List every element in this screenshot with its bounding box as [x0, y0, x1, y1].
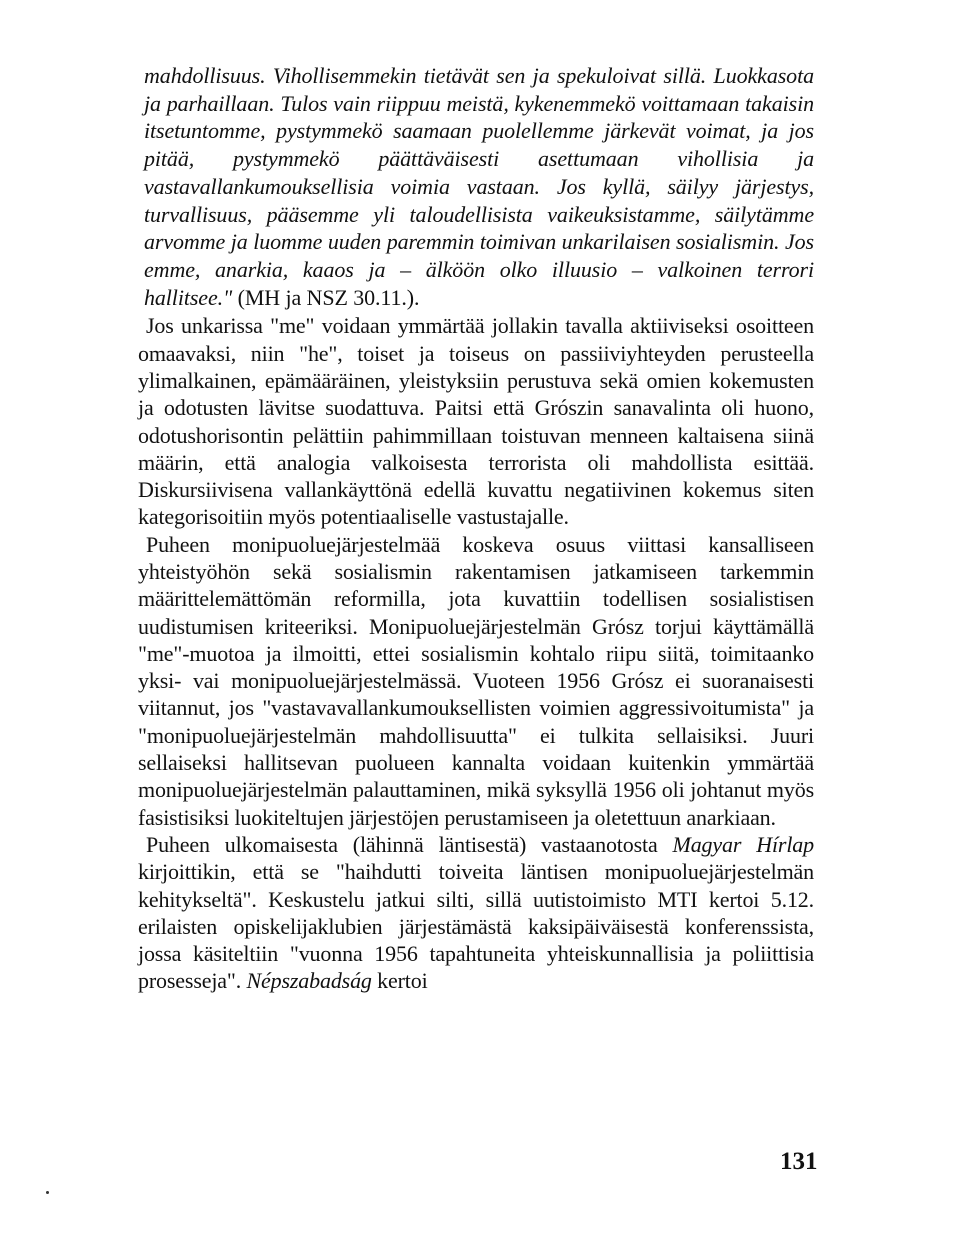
paragraph-3-text-e: kertoi [371, 968, 428, 994]
newspaper-title-magyar-hirlap: Magyar Hírlap [672, 831, 814, 857]
page-number: 131 [780, 1148, 818, 1175]
quotation-text: mahdollisuus. Vihollisemmekin tietävät sen ja spekuloivat sillä. Luokkasota ja parhaillaan. Tulos vain riippuu meistä, kykenemmekö voittamaan takaisin itsetuntomme, pystymmekö saamaan puolellemme järkevät voimat, ja jos pitää, pystymmekö päättäväisesti asettumaan vihollisia ja vastavallankumouksellisia voimia vastaan. Jos kyllä, säilyy järjestys, turvallisuus, pääsemme yli taloudellisista vaikeuksistamme, säilytämme arvomme ja luomme uuden paremmin toimivan unkarilaisen sosialismin. Jos emme, anarkia, kaaos ja – älköön olko illuusio – valkoinen terrori hallitsee." [144, 63, 814, 310]
newspaper-title-nepszabadsag: Népszabadság [246, 968, 372, 994]
scan-speck [46, 1191, 49, 1194]
paragraph-3 [138, 831, 814, 995]
quotation-citation: (MH ja NSZ 30.11.). [232, 284, 420, 310]
paragraph-3-text-c: kirjoittikin, että se "haihdutti toiveita läntisen monipuoluejärjestelmän kehitykseltä". Keskustelu jatkui silti, sillä uutistoimisto MTI kertoi 5.12. erilaisten opiskelijaklubien järjestämästä kaksipäiväisestä konferenssista, jossa käsiteltiin "vuonna 1956 tapahtuneita yhteiskunnallisia ja poliittisia prosesseja". [138, 859, 814, 994]
paragraph-3-text-a: Puheen ulkomaisesta (lähinnä läntisestä) vastaanotosta [146, 831, 673, 857]
paragraph-1: Jos unkarissa "me" voidaan ymmärtää jollakin tavalla aktiiviseksi osoitteen omaavaksi, niin "he", toiset ja toiseus on passiiviyhteyden perusteella ylimalkainen, epämääräinen, yleistyksiin perustuva sekä omien kokemusten ja odotusten lävitse suodattuva. Paitsi että Grószin sanavalinta oli huono, odotushorisontin pelättiin pahimmillaan toistuvan menneen kaltaisena siinä määrin, että analogia valkoisesta terrorista oli mahdollista esittää. Diskursiivisena vallankäyttönä edellä kuvattu negatiivinen kokemus siten kategorisoitiin myös potentiaaliselle vastustajalle. [138, 313, 814, 530]
page-body [138, 62, 814, 995]
paragraph-2: Puheen monipuoluejärjestelmää koskeva osuus viittasi kansalliseen yhteistyöhön sekä sosialismin rakentamisen jatkamiseen tarkemmin määrittelemättömän reformilla, jota kuvattiin todellisen sosialistisen uudistumisen kriteeriksi. Monipuoluejärjestelmän Grósz torjui käyttämällä "me"-muotoa ja ilmoitti, ettei sosialismin kohtalo riipu siitä, toimitaanko yksi- vai monipuoluejärjestelmässä. Vuoteen 1956 Grósz ei suoranaisesti viitannut, jos "vastavavallankumouksellisten voimien aggressivoitumista" ja "monipuoluejärjestelmän mahdollisuutta" ei tulkita sellaisiksi. Juuri sellaiseksi hallitsevan puolueen kannalta voidaan kuitenkin ymmärtää monipuoluejärjestelmän palauttaminen, mikä syksyllä 1956 oli johtanut myös fasistisiksi luokiteltujen järjestöjen perustamiseen ja oletettuun anarkiaan. [138, 531, 814, 830]
quotation-block [144, 62, 814, 311]
